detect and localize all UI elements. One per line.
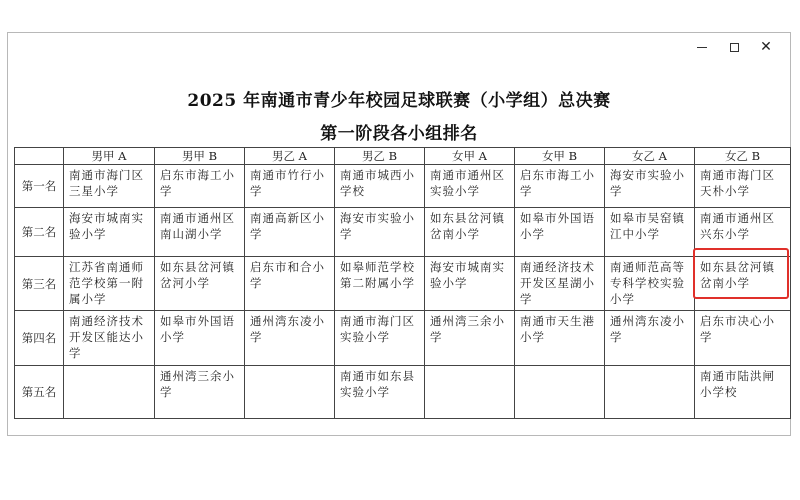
school-cell: 南通市如东县实验小学 — [335, 366, 425, 419]
school-cell: 通州湾东凌小学 — [245, 311, 335, 366]
close-button[interactable] — [750, 37, 782, 57]
school-cell: 如皋师范学校第二附属小学 — [335, 257, 425, 311]
school-cell: 南通市陆洪闸小学校 — [695, 366, 791, 419]
rank-label: 第二名 — [15, 208, 64, 257]
school-cell: 南通市竹行小学 — [245, 165, 335, 208]
header-cell: 男甲 A — [64, 148, 155, 165]
rank-label: 第三名 — [15, 257, 64, 311]
school-cell: 如东县岔河镇岔南小学 — [695, 257, 791, 311]
sub-title: 第一阶段各小组排名 — [320, 124, 478, 144]
school-cell: 通州湾三余小学 — [425, 311, 515, 366]
school-cell: 海安市城南实验小学 — [64, 208, 155, 257]
school-cell: 通州湾三余小学 — [155, 366, 245, 419]
school-cell: 海安市城南实验小学 — [425, 257, 515, 311]
window-controls — [686, 37, 782, 57]
table-row — [15, 311, 791, 366]
close-icon: ✕ — [760, 39, 772, 55]
minimize-button[interactable] — [686, 37, 718, 57]
school-cell: 启东市和合小学 — [245, 257, 335, 311]
school-cell: 如东县岔河镇岔南小学 — [425, 208, 515, 257]
school-cell: 南通市通州区实验小学 — [425, 165, 515, 208]
header-cell: 女乙 B — [695, 148, 791, 165]
school-cell: 南通市海门区三星小学 — [64, 165, 155, 208]
school-cell: 海安市实验小学 — [605, 165, 695, 208]
rank-label: 第五名 — [15, 366, 64, 419]
school-cell — [245, 366, 335, 419]
header-corner — [15, 148, 64, 165]
school-cell: 通州湾东凌小学 — [605, 311, 695, 366]
school-cell — [515, 366, 605, 419]
school-cell: 南通市通州区南山湖小学 — [155, 208, 245, 257]
header-cell: 女甲 A — [425, 148, 515, 165]
ranking-table — [14, 147, 791, 419]
school-cell: 南通市海门区天朴小学 — [695, 165, 791, 208]
header-cell: 男甲 B — [155, 148, 245, 165]
school-cell: 如皋市吴窑镇江中小学 — [605, 208, 695, 257]
highlighted-school-cell: 南通市通州区兴东小学 — [695, 208, 791, 257]
main-title: 2025 年南通市青少年校园足球联赛（小学组）总决赛 — [187, 91, 611, 111]
school-cell: 如东县岔河镇岔河小学 — [155, 257, 245, 311]
school-cell: 南通高新区小学 — [245, 208, 335, 257]
document-window — [7, 32, 791, 436]
school-cell: 启东市决心小学 — [695, 311, 791, 366]
header-cell: 女甲 B — [515, 148, 605, 165]
school-cell: 海安市实验小学 — [335, 208, 425, 257]
header-row — [15, 148, 791, 165]
rank-label: 第四名 — [15, 311, 64, 366]
school-cell: 南通师范高等专科学校实验小学 — [605, 257, 695, 311]
school-cell — [425, 366, 515, 419]
school-cell — [605, 366, 695, 419]
rank-label: 第一名 — [15, 165, 64, 208]
school-cell: 如皋市外国语小学 — [155, 311, 245, 366]
school-cell: 启东市海工小学 — [515, 165, 605, 208]
table-row — [15, 257, 791, 311]
minimize-icon — [697, 47, 707, 48]
school-cell: 南通市海门区实验小学 — [335, 311, 425, 366]
school-cell: 南通经济技术开发区能达小学 — [64, 311, 155, 366]
school-cell — [64, 366, 155, 419]
header-cell: 男乙 A — [245, 148, 335, 165]
school-cell: 南通经济技术开发区星湖小学 — [515, 257, 605, 311]
school-cell: 南通市城西小学校 — [335, 165, 425, 208]
maximize-button[interactable] — [718, 37, 750, 57]
header-cell: 女乙 A — [605, 148, 695, 165]
school-cell: 如皋市外国语小学 — [515, 208, 605, 257]
header-cell: 男乙 B — [335, 148, 425, 165]
school-cell: 启东市海工小学 — [155, 165, 245, 208]
school-cell: 南通市天生港小学 — [515, 311, 605, 366]
table-row — [15, 208, 791, 257]
table-row — [15, 165, 791, 208]
maximize-icon — [730, 43, 739, 52]
table-row — [15, 366, 791, 419]
school-cell: 江苏省南通师范学校第一附属小学 — [64, 257, 155, 311]
